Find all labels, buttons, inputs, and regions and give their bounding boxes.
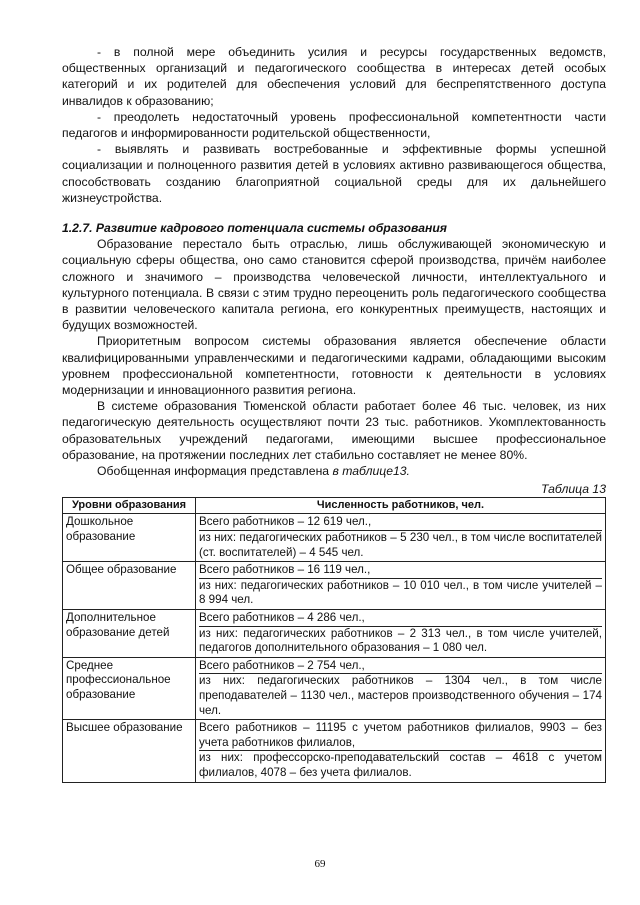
level-cell: Среднее профессиональное образование: [63, 657, 196, 719]
staff-line: из них: педагогических работников – 10 010 чел., в том числе учителей – 8 994 чел.: [199, 578, 602, 607]
body-paragraph: Приоритетным вопросом системы образования является обеспечение области квалифицированными управленческими и педагогическими кадрами, обладающими высоким уровнем профессиональной компетентности, готовности к деятельности в условиях модернизации и инновационного развития региона.: [62, 334, 606, 398]
staff-line: Всего работников – 16 119 чел.,: [199, 563, 602, 579]
table-row: [63, 514, 606, 562]
table-caption: Таблица 13: [540, 482, 606, 497]
section-heading: 1.2.7. Развитие кадрового потенциала системы образования: [62, 221, 447, 236]
level-cell: Дошкольное образование: [63, 514, 196, 562]
page-number: 69: [314, 858, 326, 870]
column-header-levels: Уровни образования: [63, 498, 196, 514]
staff-line: Всего работников – 11195 с учетом работников филиалов, 9903 – без учета работников филиалов,: [199, 721, 602, 751]
document-page: [62, 44, 606, 783]
level-cell: Общее образование: [63, 562, 196, 610]
table-reference: в таблице13.: [332, 464, 410, 479]
table-row: [63, 562, 606, 610]
staff-cell: [196, 562, 606, 610]
table-header-row: [63, 498, 606, 514]
body-paragraph: В системе образования Тюменской области работает более 46 тыс. человек, из них педагогическую деятельность осуществляют почти 23 тыс. работников. Укомплектованность образовательных учреждений педагогами, имеющими высшее профессиональное образование, на протяжении последних лет стабильно составляет не менее 80%.: [62, 399, 606, 462]
level-cell: Дополнительное образование детей: [63, 610, 196, 658]
staff-cell: [196, 657, 606, 719]
staff-cell: [196, 720, 606, 782]
staff-line: Всего работников – 4 286 чел.,: [199, 611, 602, 627]
staff-line: из них: педагогических работников – 1304 чел., в том числе преподавателей – 1130 чел., мастеров производственного обучения – 174 чел.: [199, 674, 602, 717]
table-row: [63, 610, 606, 658]
summary-text: Обобщенная информация представлена: [97, 464, 333, 479]
staff-line: из них: педагогических работников – 2 313 чел., в том числе учителей, педагогов дополнительного образования – 1 080 чел.: [199, 626, 602, 655]
column-header-staff: Численность работников, чел.: [196, 498, 606, 514]
staff-table: [62, 497, 606, 782]
level-cell: Высшее образование: [63, 720, 196, 782]
bullet-paragraph: - преодолеть недостаточный уровень профессиональной компетентности части педагогов и информированности родительской общественности,: [62, 109, 606, 141]
staff-line: Всего работников – 12 619 чел.,: [199, 515, 602, 531]
body-paragraph: Образование перестало быть отраслью, лишь обслуживающей экономическую и социальную сферы общества, оно само становится сферой производства, причём наиболее сложного и значимого – производства человеческой личности, интеллектуального и культурного потенциала. В связи с этим трудно переоценить роль педагогического сообщества в развитии человеческого капитала региона, его конкурентных преимуществ, настоящих и будущих возможностей.: [62, 237, 606, 333]
staff-line: Всего работников – 2 754 чел.,: [199, 659, 602, 675]
bullet-paragraph: - выявлять и развивать востребованные и эффективные формы успешной социализации и полноценного развития детей в условиях активно развивающегося общества, способствовать созданию благоприятной социальной среды для их дальнейшего жизнеустройства.: [62, 142, 606, 205]
table-reference-paragraph: [62, 463, 606, 479]
spacer: [62, 206, 606, 220]
table-row: [63, 720, 606, 782]
staff-line: из них: педагогических работников – 5 230 чел., в том числе воспитателей (ст. воспитателей) – 4 545 чел.: [199, 531, 602, 559]
staff-cell: [196, 610, 606, 658]
staff-line: из них: профессорско-преподавательский состав – 4618 с учетом филиалов, 4078 – без учета филиалов.: [199, 751, 602, 779]
staff-cell: [196, 514, 606, 562]
table-row: [63, 657, 606, 719]
bullet-paragraph: - в полной мере объединить усилия и ресурсы государственных ведомств, общественных организаций и педагогического сообщества в интересах детей особых категорий и их родителей для обеспечения условий для беспрепятственного доступа инвалидов к образованию;: [62, 45, 606, 108]
